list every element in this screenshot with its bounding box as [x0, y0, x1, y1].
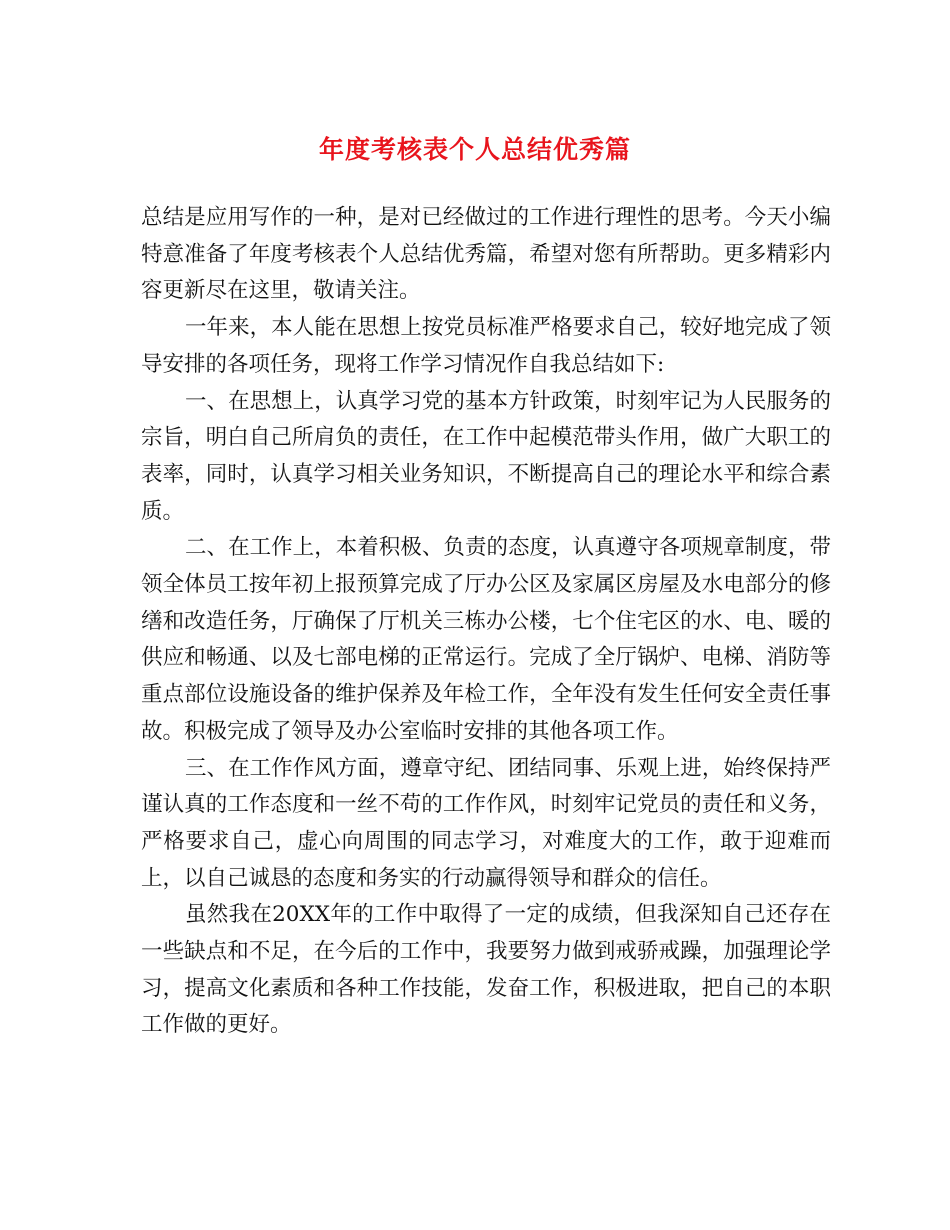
paragraph-conclusion: 虽然我在20XX年的工作中取得了一定的成绩，但我深知自己还存在一些缺点和不足，在今后的工作中，我要努力做到戒骄戒躁，加强理论学习，提高文化素质和各种工作技能，发奋工作，积极进取，把自己的本职工作做的更好。	[141, 902, 831, 1038]
document-title: 年度考核表个人总结优秀篇	[318, 135, 631, 164]
paragraph-overview: 一年来，本人能在思想上按党员标准严格要求自己，较好地完成了领导安排的各项任务，现将工作学习情况作自我总结如下:	[141, 315, 831, 377]
paragraph-style: 三、在工作作风方面，遵章守纪、团结同事、乐观上进，始终保持严谨认真的工作态度和一丝不苟的工作作风，时刻牢记党员的责任和义务，严格要求自己，虚心向周围的同志学习，对难度大的工作，敢于迎难而上，以自己诚恳的态度和务实的行动赢得领导和群众的信任。	[141, 755, 831, 891]
paragraph-work: 二、在工作上，本着积极、负责的态度，认真遵守各项规章制度，带领全体员工按年初上报预算完成了厅办公区及家属区房屋及水电部分的修缮和改造任务，厅确保了厅机关三栋办公楼，七个住宅区的水、电、暖的供应和畅通、以及七部电梯的正常运行。完成了全厅锅炉、电梯、消防等重点部位设施设备的维护保养及年检工作，全年没有发生任何安全责任事故。积极完成了领导及办公室临时安排的其他各项工作。	[141, 535, 831, 744]
paragraph-thought: 一、在思想上，认真学习党的基本方针政策，时刻牢记为人民服务的宗旨，明白自己所肩负的责任，在工作中起模范带头作用，做广大职工的表率，同时，认真学习相关业务知识，不断提高自己的理论水平和综合素质。	[141, 388, 831, 524]
document-body	[141, 200, 831, 1044]
paragraph-intro: 总结是应用写作的一种，是对已经做过的工作进行理性的思考。今天小编特意准备了年度考核表个人总结优秀篇，希望对您有所帮助。更多精彩内容更新尽在这里，敬请关注。	[141, 205, 831, 304]
